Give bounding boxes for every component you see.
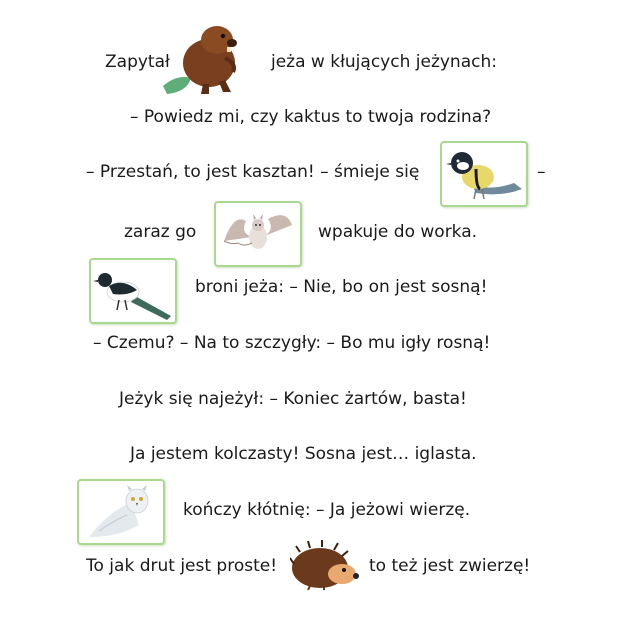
poem-line-9: kończy kłótnię: – Ja jeżowi wierzę. — [183, 500, 471, 520]
bat-frame — [214, 201, 302, 267]
poem-line-1-end: jeża w kłujących jeżynach: — [271, 52, 497, 72]
poem-line-2: – Powiedz mi, czy kaktus to twoja rodzina? — [130, 107, 492, 127]
poem-line-10-end: to też jest zwierzę! — [369, 556, 531, 576]
bat-icon — [216, 203, 300, 265]
poem-line-10-start: To jak drut jest proste! — [86, 556, 278, 576]
magpie-icon — [91, 260, 175, 322]
poem-line-4-end: wpakuje do worka. — [318, 222, 478, 242]
poem-line-3-dash: – — [537, 162, 546, 182]
hedgehog-icon — [290, 540, 362, 590]
poem-line-3-start: – Przestań, to jest kasztan! – śmieje się — [86, 162, 420, 182]
poem-line-7: Jeżyk się najeżył: – Koniec żartów, basta! — [119, 389, 467, 409]
poem-line-5: broni jeża: – Nie, bo on jest sosną! — [195, 277, 488, 297]
poem-line-4-start: zaraz go — [124, 222, 197, 242]
magpie-frame — [89, 258, 177, 324]
great-tit-icon — [442, 143, 526, 205]
owl-frame — [77, 479, 165, 545]
owl-icon — [79, 481, 163, 543]
poem-line-1-start: Zapytał — [105, 52, 170, 72]
great-tit-frame — [440, 141, 528, 207]
poem-line-8: Ja jestem kolczasty! Sosna jest… iglasta. — [130, 444, 477, 464]
beaver-icon — [157, 18, 249, 96]
poem-line-6: – Czemu? – Na to szczygły: – Bo mu igły rosną! — [93, 333, 491, 353]
